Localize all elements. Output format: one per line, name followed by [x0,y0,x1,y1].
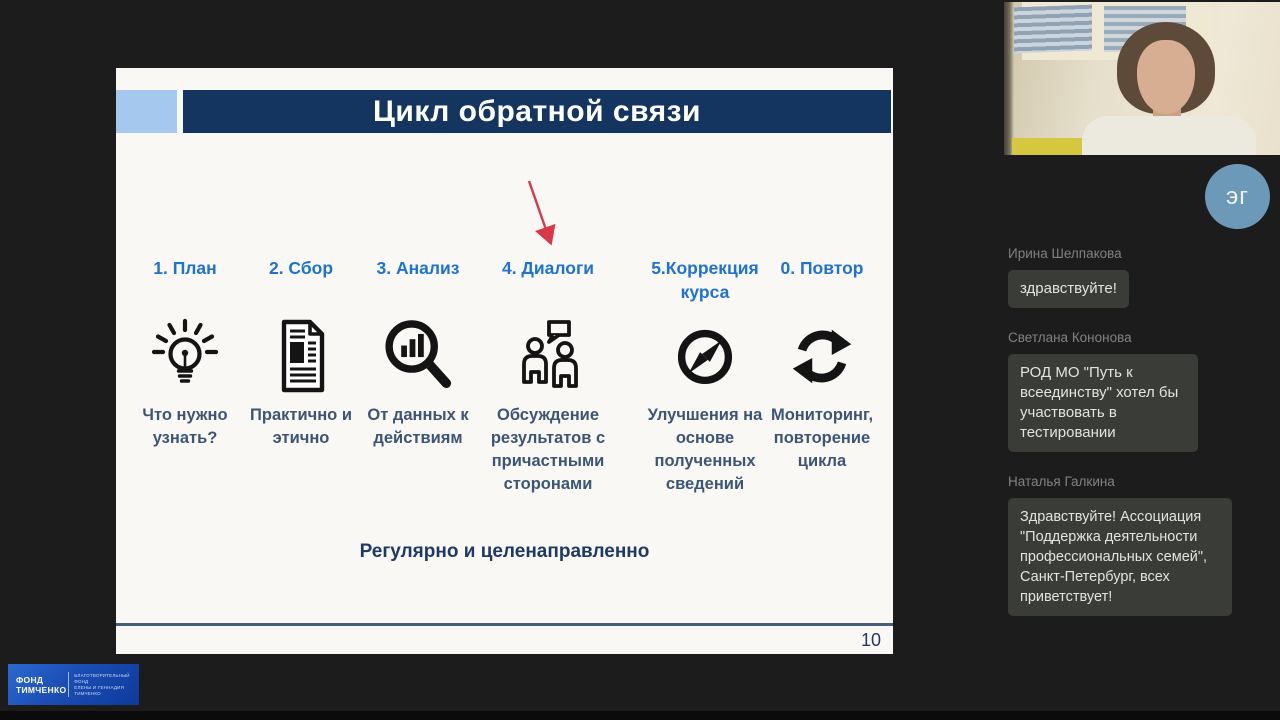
step-label: 3. Анализ [376,258,460,278]
chat-panel[interactable] [1008,246,1272,666]
avatar-initials: эг [1226,182,1249,210]
participant-avatar[interactable] [1205,164,1270,229]
step-label: 0. Повтор [780,258,864,278]
chat-message: Здравствуйте! Ассоциация "Поддержка деятельности профессиональных семей", Санкт-Петербург, всех приветствует! [1008,498,1232,616]
blinds-pane-left [1014,5,1092,54]
step-description: Что нужно узнать? [142,406,228,447]
timchenko-foundation-logo [8,664,139,705]
speaker-torso [1082,116,1256,155]
logo-sub-line2: ЕЛЕНЫ И ГЕННАДИЯ [74,684,125,690]
compass-icon [630,312,780,400]
people-dialog-icon [478,312,618,400]
chat-author: Наталья Галкина [1008,474,1115,489]
step-label: 4. Диалоги [501,258,595,278]
step-description: Обсуждение результатов с причастными сторонами [490,406,606,493]
step-column-sbor [246,256,356,646]
chat-message: здравствуйте! [1008,270,1129,308]
logo-divider [68,672,69,697]
title-accent-square [116,90,177,133]
logo-name-line2: ТИМЧЕНКО [16,684,67,695]
logo-sub-line1: БЛАГОТВОРИТЕЛЬНЫЙ ФОНД [74,672,130,684]
step-description: Практично и этично [250,406,352,447]
bottom-bar [0,711,1280,720]
step-column-korrekcia [630,256,780,646]
logo-name [8,675,66,695]
step-column-plan [130,256,240,646]
logo-name-line1: ФОНД [16,674,44,685]
step-column-analiz [358,256,478,646]
slide-title: Цикл обратной связи [372,94,701,128]
step-column-povtor [767,256,877,646]
step-description: От данных к действиям [367,406,469,447]
chat-author: Светлана Кононова [1008,330,1132,345]
logo-sub-line3: ТИМЧЕНКО [74,690,101,696]
step-label: 1. План [153,258,217,278]
webcam-video[interactable] [1004,2,1280,155]
presentation-slide [116,68,893,654]
logo-subtitle [74,673,139,697]
step-description: Мониторинг, повторение цикла [770,406,874,470]
chat-author: Ирина Шелпакова [1008,246,1122,261]
slide-title-bar [183,90,891,133]
step-label: 5.Коррекция курса [651,258,759,302]
step-column-dialogi [478,256,618,646]
chat-message: РОД МО "Путь к всеединству" хотел бы участвовать в тестировании [1008,354,1198,452]
step-label: 2. Сбор [268,258,334,278]
room-corner-shadow [1004,2,1014,155]
document-icon [246,312,356,400]
cycle-arrows-icon [767,312,877,400]
slide-footer-divider [116,623,893,626]
page-number: 10 [860,630,881,650]
step-description: Улучшения на основе полученных сведений [647,406,763,493]
slide-slogan: Регулярно и целенаправленно [359,541,650,562]
lightbulb-icon [130,312,240,400]
magnifier-chart-icon [358,312,478,400]
